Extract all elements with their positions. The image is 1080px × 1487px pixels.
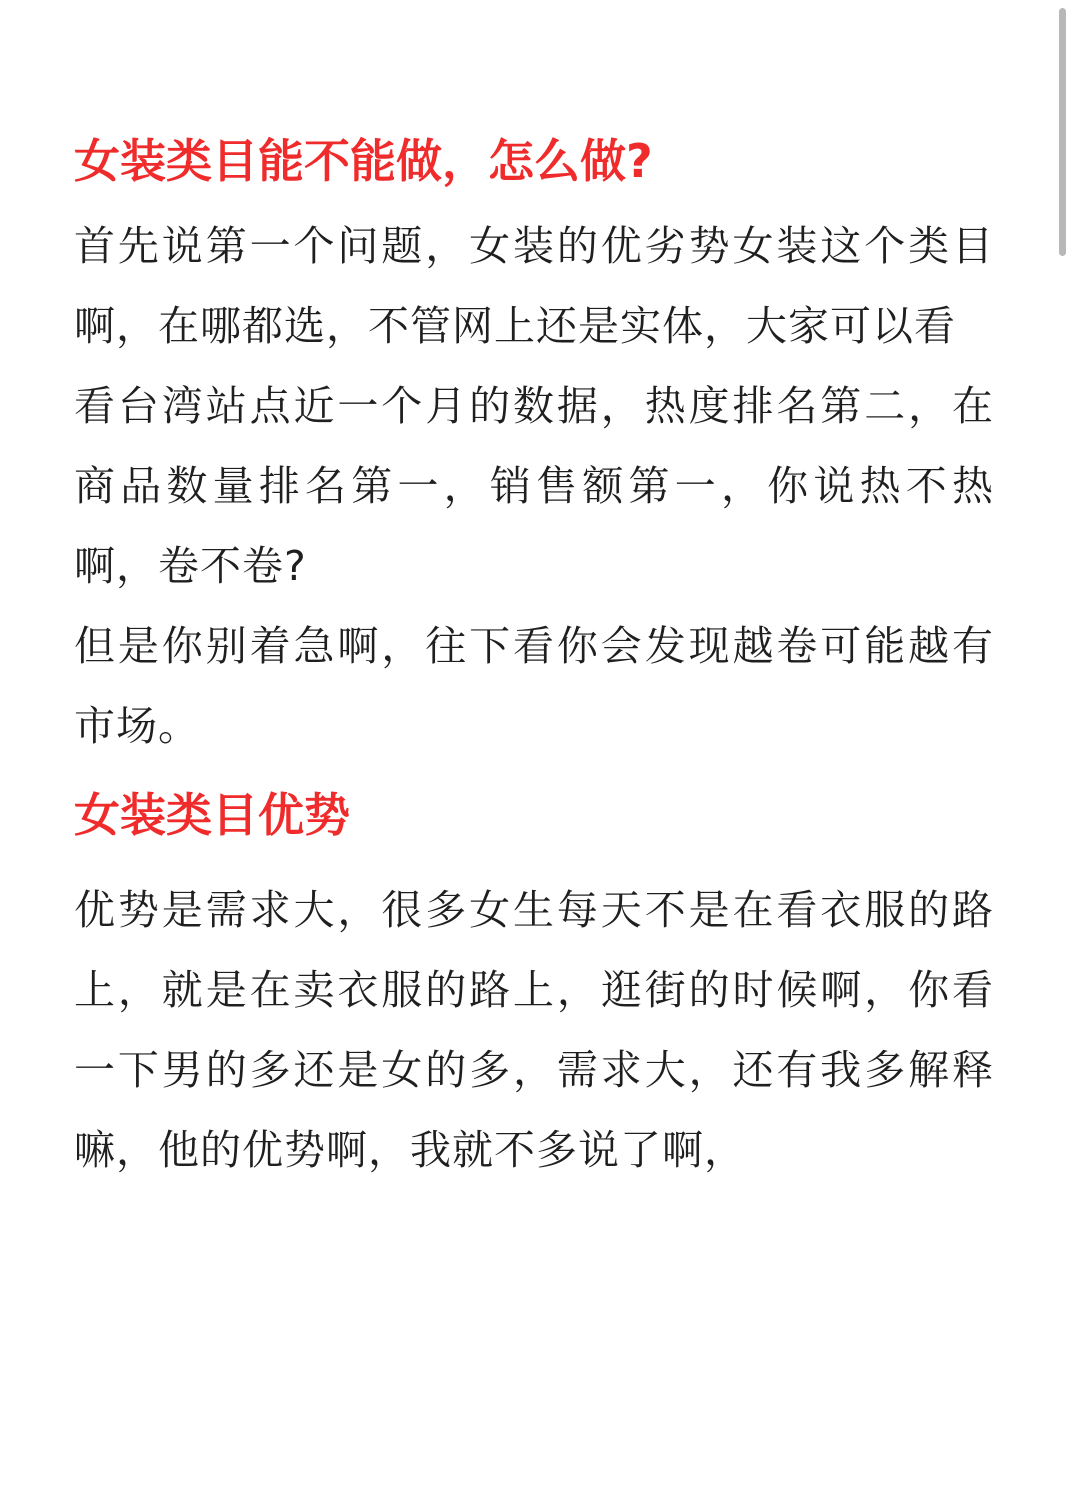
scrollbar[interactable] [1066, 0, 1074, 260]
section-heading-advantages: 女装类目优势 [74, 788, 350, 842]
scrollbar-thumb[interactable] [1059, 8, 1066, 256]
paragraph-intro: 首先说第一个问题，女装的优劣势女装这个类目啊，在哪都选，不管网上还是实体，大家可以看 [74, 222, 994, 350]
paragraph-taiwan-data: 看台湾站点近一个月的数据，热度排名第二，在商品数量排名第一，销售额第一，你说热不热啊，卷不卷? [74, 382, 994, 590]
article-body [74, 126, 994, 1190]
section-heading-can-women-clothing-work: 女装类目能不能做，怎么做? [74, 134, 653, 188]
paragraph-advantages: 优势是需求大，很多女生每天不是在看衣服的路上，就是在卖衣服的路上，逛街的时候啊，你看一下男的多还是女的多，需求大，还有我多解释嘛，他的优势啊，我就不多说了啊， [74, 886, 994, 1174]
paragraph-market: 但是你别着急啊，往下看你会发现越卷可能越有市场。 [74, 622, 994, 750]
